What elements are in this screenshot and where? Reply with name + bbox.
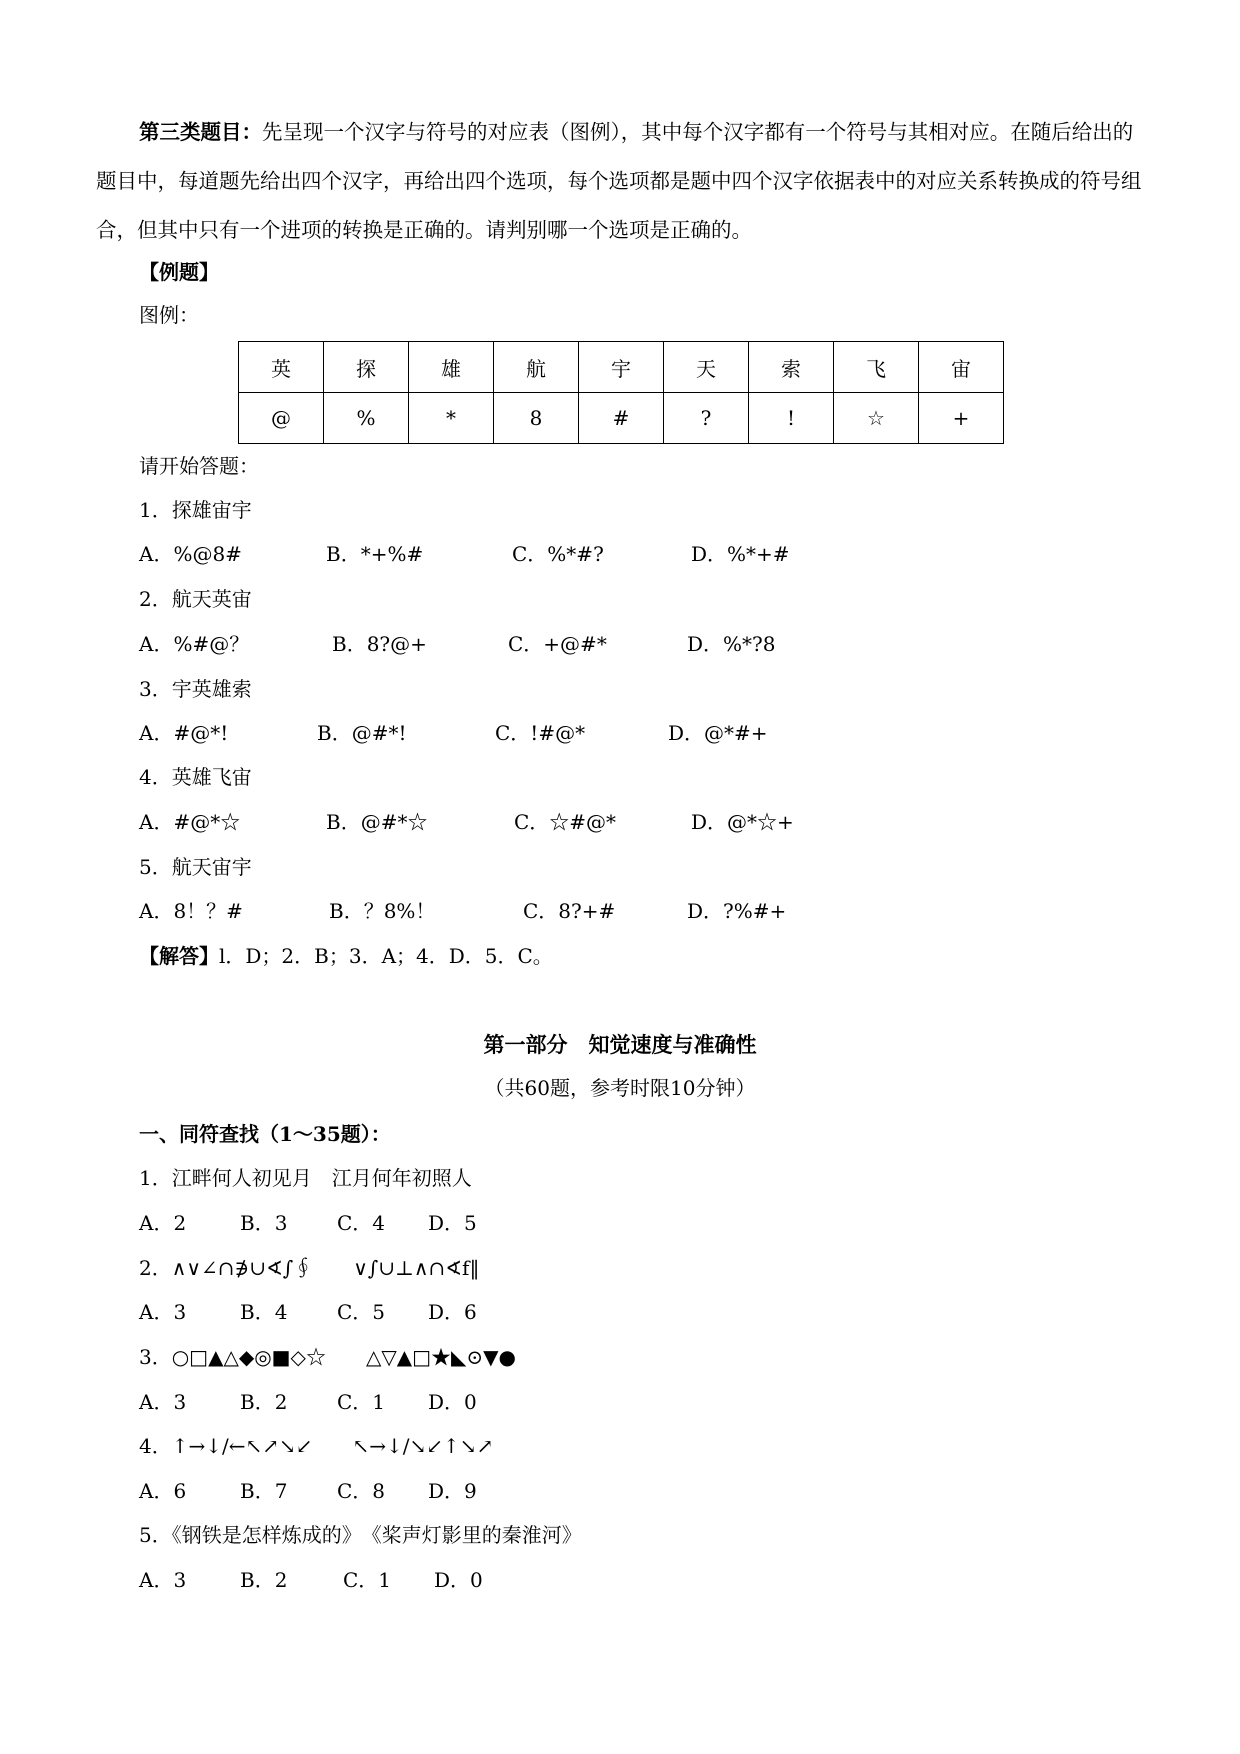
legend-symbol: %	[324, 393, 409, 444]
option-a: A．%@8#	[139, 542, 242, 566]
option-b: B．2	[240, 1568, 288, 1592]
option-c: C．!#@*	[495, 721, 586, 745]
option-b: B．@#*!	[317, 721, 407, 745]
legend-symbol: ☆	[834, 393, 919, 444]
option-d: D．?%#+	[687, 899, 787, 923]
intro-paragraph	[96, 108, 1148, 255]
example-question-stem: 3．宇英雄索	[139, 677, 252, 701]
legend-char: 宇	[579, 342, 664, 393]
legend-symbol: +	[919, 393, 1004, 444]
legend-symbol: *	[409, 393, 494, 444]
option-d: D．5	[428, 1211, 477, 1235]
section-question-stem: 1．江畔何人初见月 江月何年初照人	[139, 1166, 472, 1190]
legend-char: 飞	[834, 342, 919, 393]
section-heading: 一、同符查找（1～35题）：	[139, 1122, 391, 1146]
option-d: D．%*?8	[687, 632, 776, 656]
option-a: A．2	[139, 1211, 187, 1235]
legend-symbol: ?	[664, 393, 749, 444]
option-a: A．6	[139, 1479, 187, 1503]
option-d: D．0	[428, 1390, 477, 1414]
legend-char: 天	[664, 342, 749, 393]
option-d: D．6	[428, 1300, 477, 1324]
answer-text: l．D；2．B；3．A；4．D．5．C。	[219, 944, 553, 968]
legend-char: 航	[494, 342, 579, 393]
example-question-stem: 2．航天英宙	[139, 587, 252, 611]
legend-label: 图例：	[139, 303, 199, 327]
answer-label: 【解答】	[139, 944, 219, 968]
option-a: A．8！？#	[139, 899, 243, 923]
legend-table	[238, 341, 1004, 444]
example-question-stem: 1．探雄宙宇	[139, 498, 252, 522]
example-question-stem: 4．英雄飞宙	[139, 765, 252, 789]
option-a: A．%#@？	[139, 632, 250, 656]
part-title: 第一部分 知觉速度与准确性	[483, 1032, 757, 1057]
part-subtitle: （共60题，参考时限10分钟）	[484, 1076, 756, 1100]
legend-symbol: 8	[494, 393, 579, 444]
option-c: C．1	[337, 1390, 386, 1414]
legend-symbol-row	[239, 393, 1004, 444]
intro-text: 先呈现一个汉字与符号的对应表（图例），其中每个汉字都有一个符号与其相对应。在随后给出的题目中，每道题先给出四个汉字，再给出四个选项，每个选项都是题中四个汉字依据表中的对应关系转换成的符号组合，但其中只有一个进项的转换是正确的。请判别哪一个选项是正确的。	[96, 120, 1142, 242]
option-b: B．3	[240, 1211, 288, 1235]
option-d: D．%*+#	[691, 542, 790, 566]
section-question-stem: 4．↑→↓/←↖↗↘↙ ↖→↓/↘↙↑↘↗	[139, 1434, 494, 1458]
option-c: C．5	[337, 1300, 386, 1324]
option-a: A．#@*!	[139, 721, 229, 745]
example-heading: 【例题】	[139, 260, 219, 284]
legend-char: 探	[324, 342, 409, 393]
legend-char: 英	[239, 342, 324, 393]
legend-char: 雄	[409, 342, 494, 393]
option-c: C．+@#*	[508, 632, 607, 656]
option-d: D．9	[428, 1479, 477, 1503]
option-c: C．☆#@*	[514, 810, 617, 834]
intro-label: 第三类题目：	[139, 120, 262, 144]
option-b: B．7	[240, 1479, 288, 1503]
option-c: C．4	[337, 1211, 386, 1235]
legend-char: 索	[749, 342, 834, 393]
legend-char: 宙	[919, 342, 1004, 393]
option-b: B．2	[240, 1390, 288, 1414]
option-a: A．3	[139, 1300, 187, 1324]
section-question-stem: 2．∧∨∠∩∌∪∢∫∮ ∨∫∪⊥∧∩∢f‖	[139, 1256, 480, 1280]
option-b: B．@#*☆	[326, 810, 428, 834]
legend-symbol: @	[239, 393, 324, 444]
option-d: D．@*#+	[668, 721, 768, 745]
legend-symbol: #	[579, 393, 664, 444]
option-b: B．*+%#	[326, 542, 424, 566]
option-a: A．3	[139, 1568, 187, 1592]
option-c: C．%*#?	[512, 542, 604, 566]
start-label: 请开始答题：	[139, 454, 259, 478]
option-a: A．#@*☆	[139, 810, 241, 834]
option-b: B．4	[240, 1300, 288, 1324]
section-question-stem: 3．○□▲△◆◎■◇☆ △▽▲□★◣⊙▼●	[139, 1345, 516, 1369]
answer-line	[139, 940, 553, 969]
legend-char-row	[239, 342, 1004, 393]
option-b: B．8?@+	[332, 632, 427, 656]
legend-symbol: !	[749, 393, 834, 444]
option-c: C．1	[343, 1568, 392, 1592]
option-d: D．0	[434, 1568, 483, 1592]
option-c: C．8?+#	[523, 899, 616, 923]
section-question-stem: 5．《钢铁是怎样炼成的》 《桨声灯影里的秦淮河》	[139, 1523, 582, 1547]
option-d: D．@*☆+	[691, 810, 794, 834]
option-c: C．8	[337, 1479, 386, 1503]
option-a: A．3	[139, 1390, 187, 1414]
option-b: B．？8%！	[329, 899, 436, 923]
example-question-stem: 5．航天宙宇	[139, 855, 252, 879]
